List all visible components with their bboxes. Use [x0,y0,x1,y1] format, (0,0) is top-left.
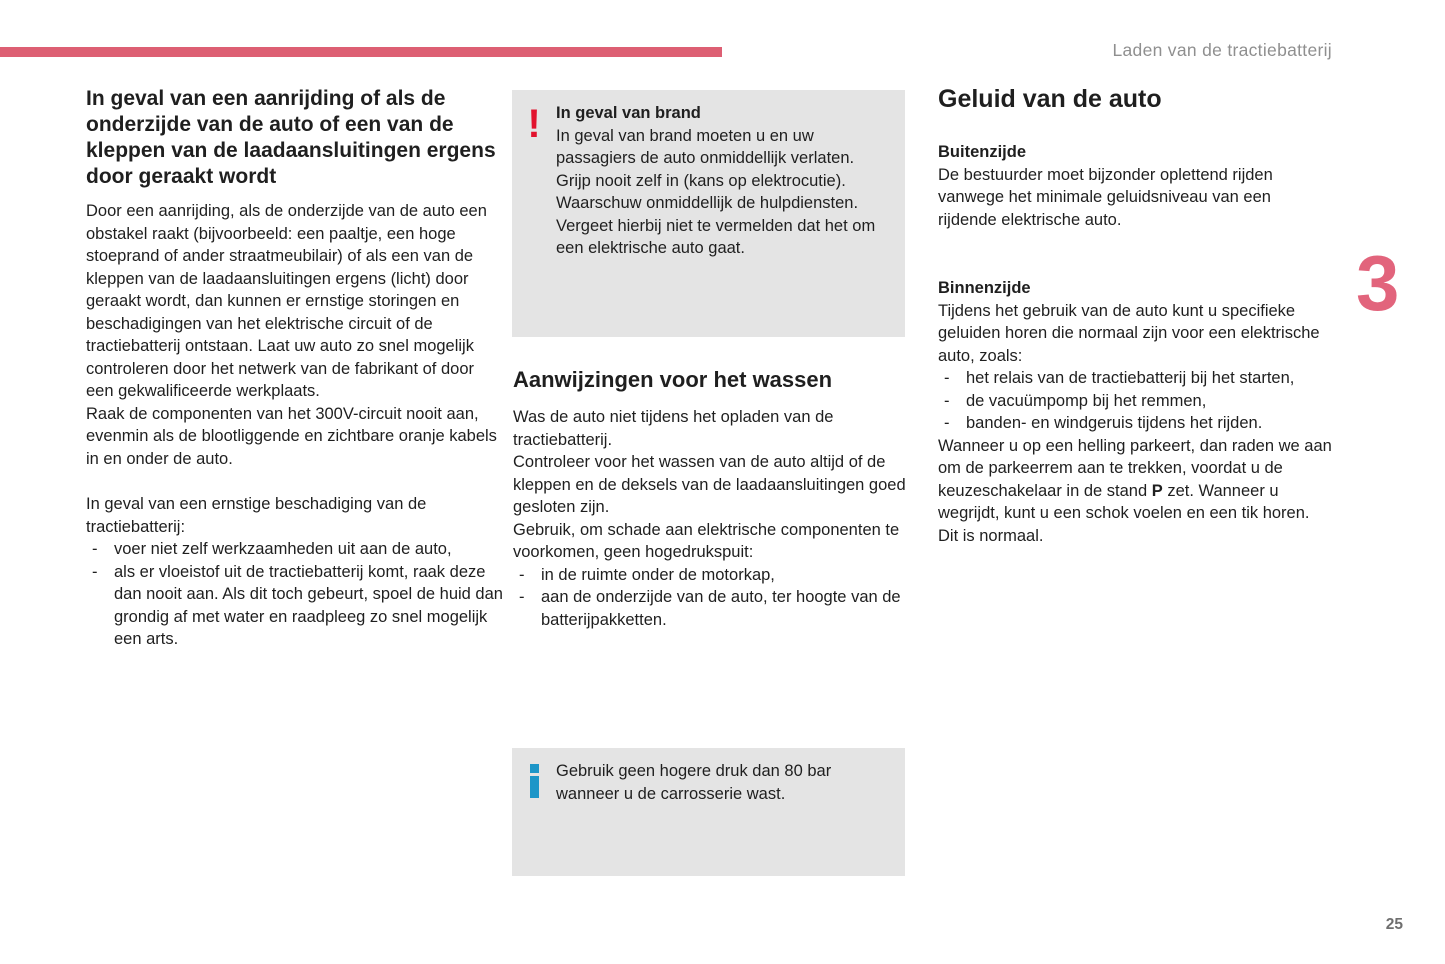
list-item: - in de ruimte onder de motorkap, [513,564,908,587]
info-box-body: Gebruik geen hogere druk dan 80 bar wanneer u de carrosserie wast. [556,762,832,803]
info-box-text [546,760,889,805]
outside-body: De bestuurder moet bijzonder oplettend rijden vanwege het minimale geluidsniveau van een rijdende elektrische auto. [938,165,1273,229]
inside-closing [938,435,1333,548]
closing-text-bold: P [1151,481,1163,500]
warning-box-title: In geval van brand [556,104,701,122]
chapter-number: 3 [1356,239,1400,327]
warning-box [512,90,905,337]
list-item: - voer niet zelf werkzaamheden uit aan de auto, [86,538,504,561]
left-column-paragraph: Door een aanrijding, als de onderzijde van de auto een obstakel raakt (bijvoorbeeld: een paaltje, een hoge stoeprand of ander straatmeubilair) of als een van de kleppen van de laadaansluitingen ergens (licht) door geraakt wordt, dan kunnen er ernstige storingen en beschadigingen van het elektrische circuit of de tractiebatterij ontstaan. Laat uw auto zo snel mogelijk controleren door het netwerk van de fabrikant of door een gekwalificeerde werkplaats. [86,202,487,400]
inside-subheading: Binnenzijde [938,279,1031,297]
list-item: - de vacuümpomp bij het remmen, [938,390,1333,413]
warning-box-text [546,102,889,260]
accent-bar [0,47,722,57]
exclamation-icon: ! [527,102,541,146]
right-column [938,84,1333,547]
info-icon-dot [530,764,539,773]
inside-intro: Tijdens het gebruik van de auto kunt u specifieke geluiden horen die normaal zijn voor een elektrische auto, zoals: [938,301,1320,365]
left-column [86,86,504,651]
outside-subheading: Buitenzijde [938,143,1027,161]
right-column-heading: Geluid van de auto [938,85,1162,113]
list-item: - als er vloeistof uit de tractiebatterij komt, raak deze dan nooit aan. Als dit toch gebeurt, spoel de huid dan grondig af met water en raadpleeg zo snel mogelijk een arts. [86,561,504,651]
wash-paragraph: Controleer voor het wassen van de auto altijd of de kleppen en de deksels van de laadaansluitingen goed gesloten zijn. [513,453,906,516]
list-item: - banden- en windgeruis tijdens het rijden. [938,412,1333,435]
left-column-paragraph: In geval van een ernstige beschadiging van de tractiebatterij: [86,495,427,536]
wash-section-heading: Aanwijzingen voor het wassen [513,367,833,392]
left-column-paragraph: Raak de componenten van het 300V-circuit nooit aan, evenmin als de blootliggende en zichtbare oranje kabels in en onder de auto. [86,404,497,468]
list-item: - het relais van de tractiebatterij bij het starten, [938,367,1333,390]
list-item: - aan de onderzijde van de auto, ter hoogte van de batterijpakketten. [513,586,908,631]
info-box [512,748,905,876]
closing-text-pre: Wanneer u op een helling parkeert, dan raden we aan om de parkeerrem aan te trekken, voordat u de keuzeschakelaar in de stand [938,436,1332,500]
closing-text-post: zet. Wanneer u wegrijdt, kunt u een schok voelen en een tik horen. Dit is normaal. [938,481,1310,545]
info-icon-cell [522,760,546,798]
warning-box-body: In geval van brand moeten u en uw passagiers de auto onmiddellijk verlaten. Grijp nooit zelf in (kans op elektrocutie). Waarschuw onmiddellijk de hulpdiensten. Vergeet hierbij niet te vermelden dat het om een elektrische auto gaat. [556,126,876,257]
left-column-heading: In geval van een aanrijding of als de onderzijde van de auto of een van de kleppen van de laadaansluitingen ergens door geraakt wordt [86,87,496,188]
wash-paragraph: Was de auto niet tijdens het opladen van de tractiebatterij. [513,408,834,449]
info-icon-stem [530,776,539,798]
info-icon [530,764,539,798]
wash-section [513,366,908,631]
running-header-title: Laden van de tractiebatterij [1112,40,1332,60]
wash-paragraph: Gebruik, om schade aan elektrische componenten te voorkomen, geen hogedrukspuit: [513,520,900,561]
page-number: 25 [1385,916,1403,933]
warning-icon-cell [522,102,546,144]
